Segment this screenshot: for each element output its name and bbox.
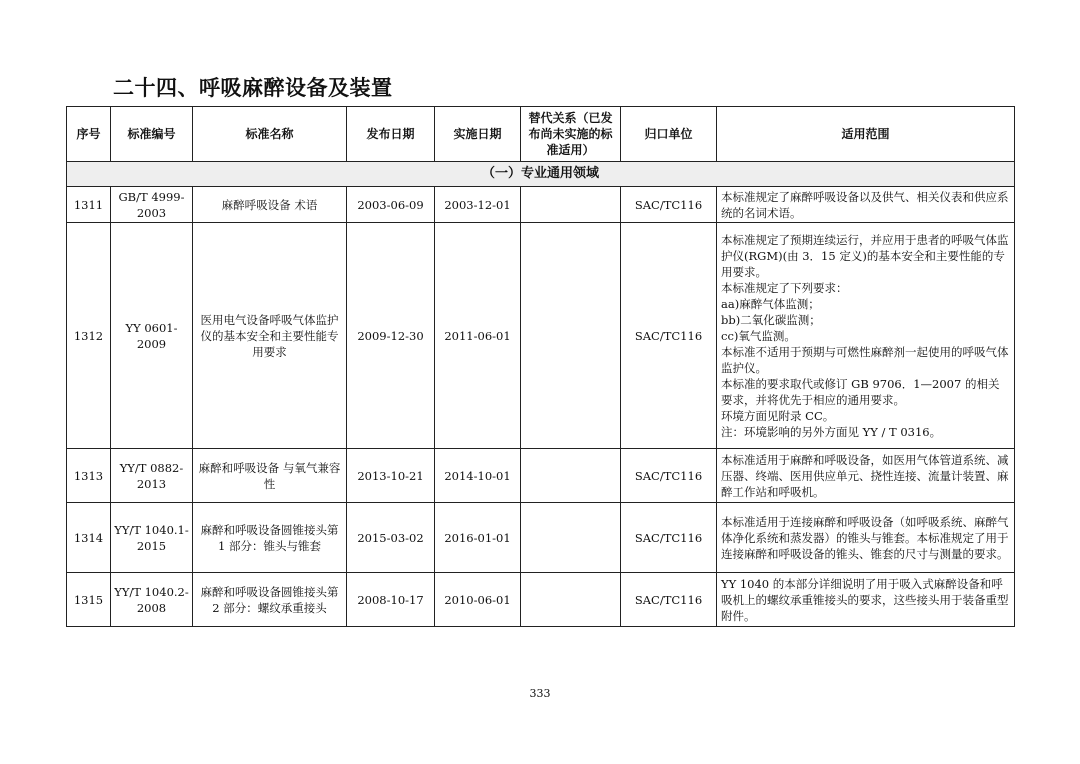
scope-line: 本标准规定了下列要求： — [721, 280, 848, 295]
cell-effective: 2011-06-01 — [435, 223, 521, 449]
cell-published: 2015-03-02 — [347, 503, 435, 573]
cell-name: 麻醉和呼吸设备圆锥接头第 2 部分：螺纹承重接头 — [193, 573, 347, 627]
cell-name: 医用电气设备呼吸气体监护仪的基本安全和主要性能专用要求 — [193, 223, 347, 449]
cell-effective: 2014-10-01 — [435, 449, 521, 503]
cell-index: 1314 — [67, 503, 111, 573]
subsection-title: （一）专业通用领域 — [67, 162, 1015, 187]
cell-published: 2008-10-17 — [347, 573, 435, 627]
cell-name: 麻醉呼吸设备 术语 — [193, 187, 347, 223]
cell-replacement — [521, 573, 621, 627]
cell-name: 麻醉和呼吸设备圆锥接头第 1 部分：锥头与锥套 — [193, 503, 347, 573]
cell-replacement — [521, 223, 621, 449]
cell-name: 麻醉和呼吸设备 与氧气兼容性 — [193, 449, 347, 503]
cell-published: 2013-10-21 — [347, 449, 435, 503]
cell-unit: SAC/TC116 — [621, 449, 717, 503]
col-header-scope: 适用范围 — [717, 107, 1015, 162]
col-header-replacement: 替代关系（已发布尚未实施的标准适用） — [521, 107, 621, 162]
table-row — [67, 187, 1015, 223]
scope-line: 本标准规定了预期连续运行，并应用于患者的呼吸气体监护仪(RGM)(由 3．15 定义)的基本安全和主要性能的专用要求。 — [721, 232, 1009, 279]
cell-scope: 本标准规定了麻醉呼吸设备以及供气、相关仪表和供应系统的名词术语。 — [717, 187, 1015, 223]
subsection-row — [67, 162, 1015, 187]
cell-index: 1312 — [67, 223, 111, 449]
cell-replacement — [521, 503, 621, 573]
cell-code: YY 0601-2009 — [111, 223, 193, 449]
cell-scope: 本标准适用于连接麻醉和呼吸设备（如呼吸系统、麻醉气体净化系统和蒸发器）的锥头与锥套。本标准规定了用于连接麻醉和呼吸设备的锥头、锥套的尺寸与测量的要求。 — [717, 503, 1015, 573]
cell-scope: 本标准适用于麻醉和呼吸设备，如医用气体管道系统、减压器、终端、医用供应单元、挠性连接、流量计装置、麻醉工作站和呼吸机。 — [717, 449, 1015, 503]
section-title: 二十四、呼吸麻醉设备及装置 — [113, 76, 393, 100]
standards-table — [66, 106, 1015, 627]
cell-index: 1315 — [67, 573, 111, 627]
cell-unit: SAC/TC116 — [621, 573, 717, 627]
cell-code: YY/T 1040.2-2008 — [111, 573, 193, 627]
cell-scope — [717, 223, 1015, 449]
table-row — [67, 573, 1015, 627]
col-header-unit: 归口单位 — [621, 107, 717, 162]
cell-effective: 2003-12-01 — [435, 187, 521, 223]
cell-effective: 2016-01-01 — [435, 503, 521, 573]
col-header-published: 发布日期 — [347, 107, 435, 162]
scope-line: 注：环境影响的另外方面见 YY / T 0316。 — [721, 424, 942, 439]
cell-unit: SAC/TC116 — [621, 187, 717, 223]
cell-index: 1311 — [67, 187, 111, 223]
scope-line: 本标准的要求取代或修订 GB 9706．1—2007 的相关要求，并将优先于相应的通用要求。 — [721, 376, 1000, 407]
cell-replacement — [521, 187, 621, 223]
table-row — [67, 449, 1015, 503]
table-row — [67, 503, 1015, 573]
cell-index: 1313 — [67, 449, 111, 503]
table-header-row — [67, 107, 1015, 162]
scope-line: 环境方面见附录 CC。 — [721, 408, 835, 423]
col-header-index: 序号 — [67, 107, 111, 162]
scope-line: 本标准不适用于预期与可燃性麻醉剂一起使用的呼吸气体监护仪。 — [721, 344, 1009, 375]
cell-unit: SAC/TC116 — [621, 503, 717, 573]
scope-line: bb)二氧化碳监测； — [721, 312, 821, 327]
col-header-code: 标准编号 — [111, 107, 193, 162]
cell-replacement — [521, 449, 621, 503]
cell-effective: 2010-06-01 — [435, 573, 521, 627]
cell-scope: YY 1040 的本部分详细说明了用于吸入式麻醉设备和呼吸机上的螺纹承重锥接头的要求，这些接头用于装备重型附件。 — [717, 573, 1015, 627]
page-number: 333 — [529, 687, 551, 700]
cell-code: GB/T 4999-2003 — [111, 187, 193, 223]
cell-code: YY/T 1040.1-2015 — [111, 503, 193, 573]
col-header-effective: 实施日期 — [435, 107, 521, 162]
scope-line: cc)氧气监测。 — [721, 328, 796, 343]
cell-code: YY/T 0882-2013 — [111, 449, 193, 503]
table-row — [67, 223, 1015, 449]
cell-published: 2009-12-30 — [347, 223, 435, 449]
cell-unit: SAC/TC116 — [621, 223, 717, 449]
scope-line: aa)麻醉气体监测； — [721, 296, 820, 311]
cell-published: 2003-06-09 — [347, 187, 435, 223]
col-header-name: 标准名称 — [193, 107, 347, 162]
